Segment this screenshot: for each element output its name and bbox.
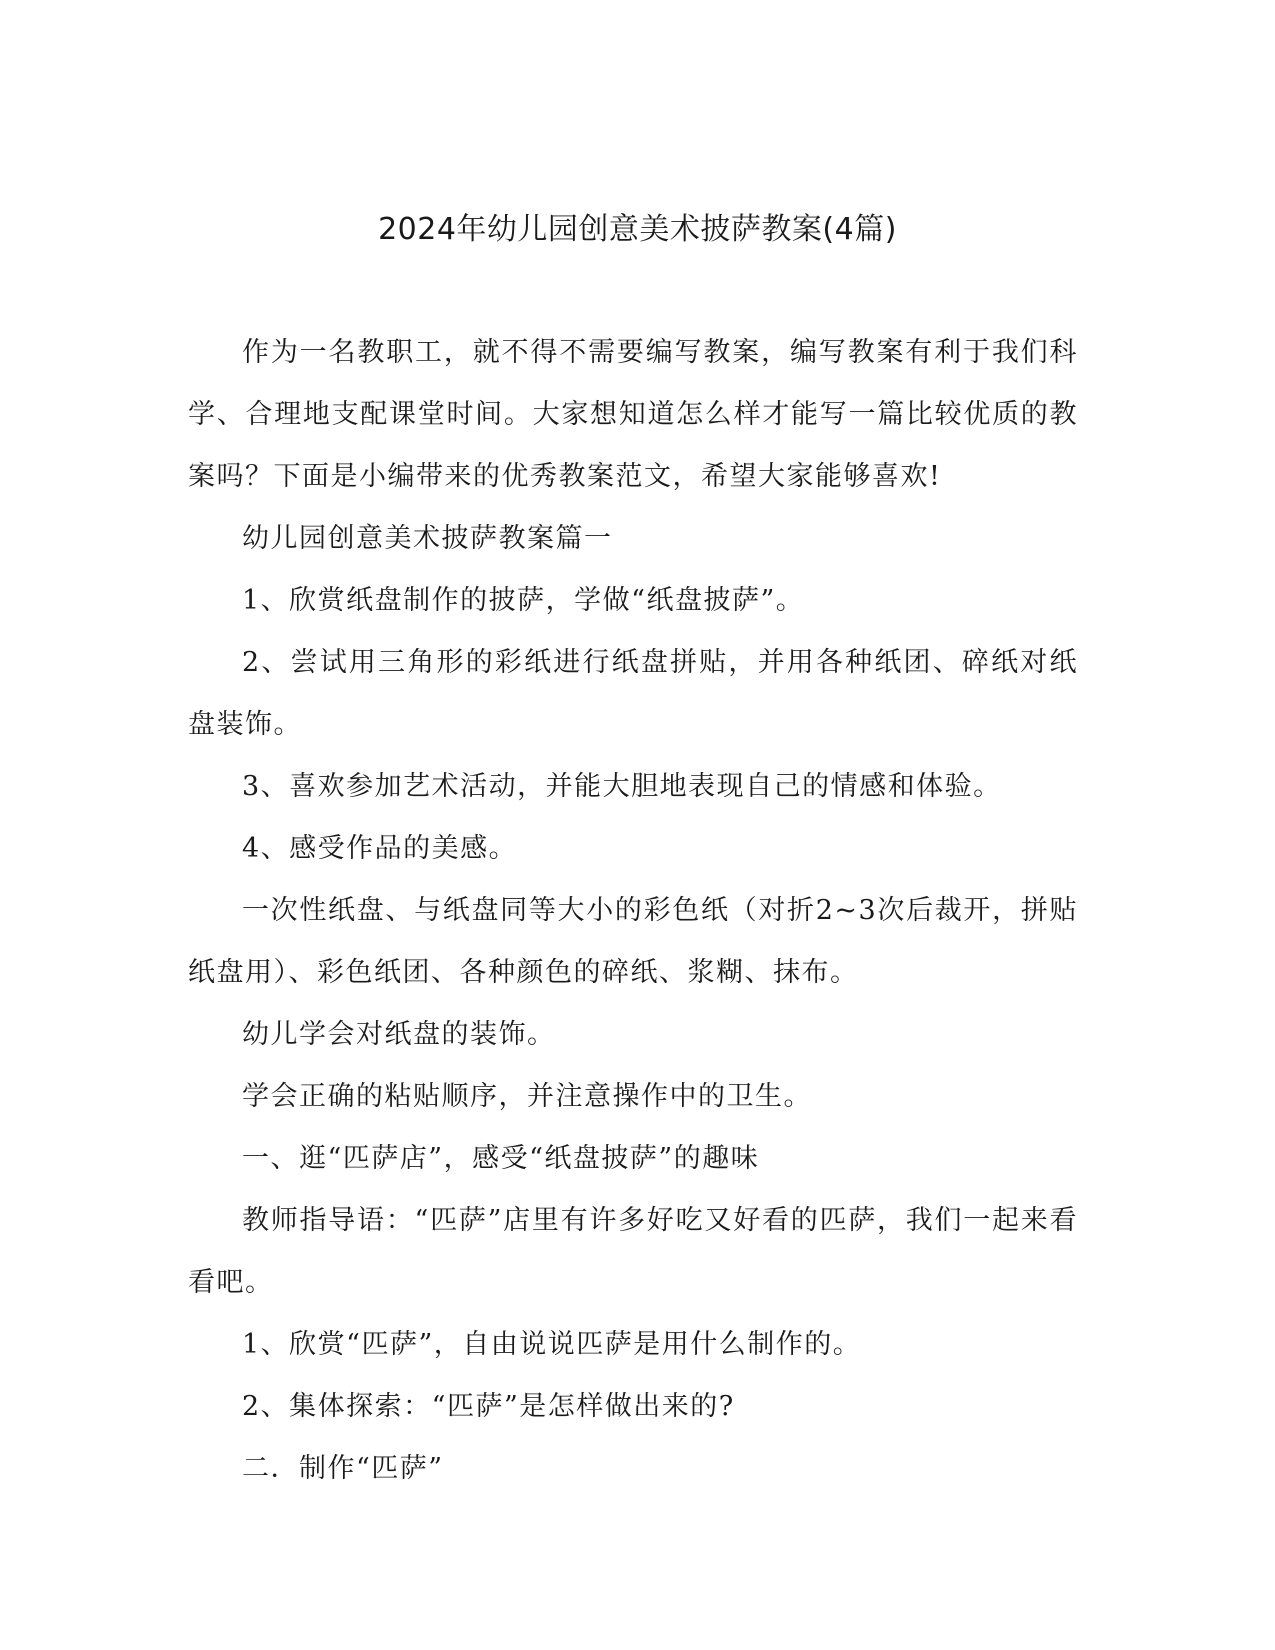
materials-paragraph: 一次性纸盘、与纸盘同等大小的彩色纸（对折2~3次后裁开，拼贴纸盘用）、彩色纸团、各种颜色的碎纸、浆糊、抹布。 [188, 895, 1078, 988]
document-title: 2024年幼儿园创意美术披萨教案(4篇) [378, 212, 897, 247]
section-heading: 幼儿园创意美术披萨教案篇一 [242, 523, 613, 554]
difficulty-paragraph: 学会正确的粘贴顺序，并注意操作中的卫生。 [242, 1081, 812, 1112]
process-step-2: 二．制作“匹萨” [242, 1453, 444, 1484]
document-body [188, 322, 1078, 1500]
process-step-1: 一、逛“匹萨店”，感受“纸盘披萨”的趣味 [242, 1143, 760, 1174]
goal-item-4: 4、感受作品的美感。 [242, 833, 518, 864]
goal-item-1: 1、欣赏纸盘制作的披萨，学做“纸盘披萨”。 [242, 585, 805, 616]
intro-paragraph: 作为一名教职工，就不得不需要编写教案，编写教案有利于我们科学、合理地支配课堂时间。大家想知道怎么样才能写一篇比较优质的教案吗？下面是小编带来的优秀教案范文，希望大家能够喜欢! [188, 337, 1078, 492]
process-substep-1: 1、欣赏“匹萨”，自由说说匹萨是用什么制作的。 [242, 1329, 862, 1360]
teacher-guidance: 教师指导语：“匹萨”店里有许多好吃又好看的匹萨，我们一起来看看吧。 [188, 1205, 1078, 1298]
key-point-paragraph: 幼儿学会对纸盘的装饰。 [242, 1019, 556, 1050]
goal-item-2: 2、尝试用三角形的彩纸进行纸盘拼贴，并用各种纸团、碎纸对纸盘装饰。 [188, 647, 1078, 740]
goal-item-3: 3、喜欢参加艺术活动，并能大胆地表现自己的情感和体验。 [242, 771, 1002, 802]
process-substep-2: 2、集体探索：“匹萨”是怎样做出来的? [242, 1391, 735, 1422]
